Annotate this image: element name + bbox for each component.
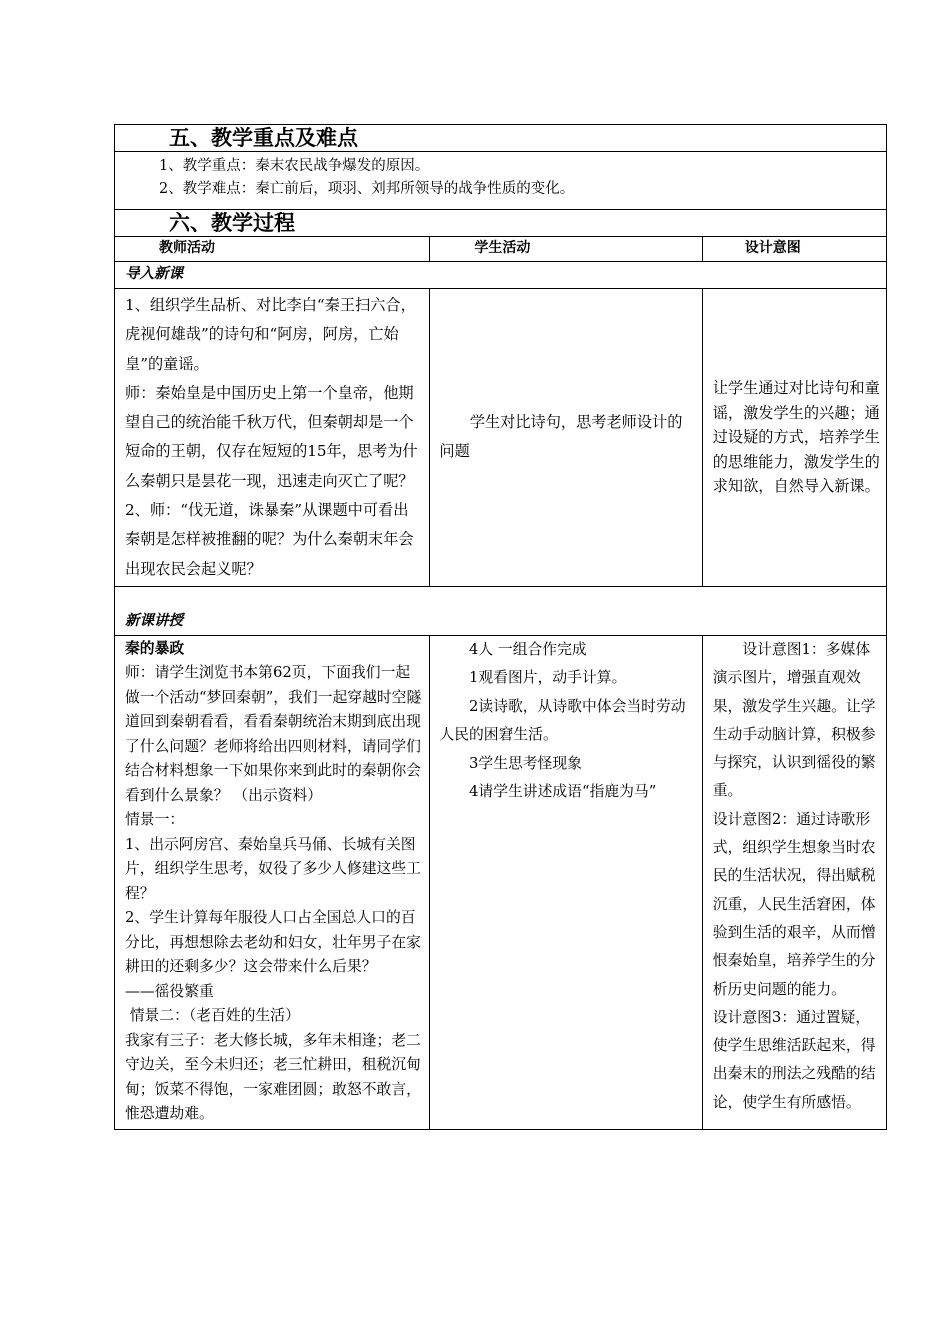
intro-teacher-para: 1、组织学生品析、对比李白“秦王扫六合，虎视何雄哉”的诗句和“阿房，阿房，亡始皇”的童谣。 <box>125 296 416 373</box>
lesson-plan-page <box>114 124 887 1130</box>
intro-design-text: 让学生通过对比诗句和童谣，激发学生的兴趣；通过设疑的方式，培养学生的思维能力，激发学生的求知欲，自然导入新课。 <box>712 379 880 496</box>
intro-teacher-para: 2、师：“伐无道，诛暴秦”从课题中可看出秦朝是怎样被推翻的呢？为什么秦朝末年会出现农民会起义呢？ <box>125 501 414 578</box>
design-intent-para: 设计意图2：通过诗歌形式，组织学生想象当时农民的生活状况，得出赋税沉重，人民生活窘困，体验到生活的艰辛，从而憎恨秦始皇，培养学生的分析历史问题的能力。 <box>712 810 876 998</box>
new-lesson-student-cell <box>430 635 702 1129</box>
section6-title-row <box>115 210 887 237</box>
section5-goals <box>115 152 887 210</box>
section5-goals-row <box>115 152 887 210</box>
design-intent-para: 设计意图1：多媒体演示图片，增强直观效果，激发学生兴趣。让学生动手动脑计算，积极参与探究，认识到徭役的繁重。 <box>712 640 876 800</box>
new-lesson-label-row <box>115 586 887 635</box>
section5-title-row <box>115 125 887 152</box>
teacher-para: 情景二：（老百姓的生活） <box>125 1007 300 1025</box>
new-lesson-design-cell <box>702 635 886 1129</box>
intro-student-text: 学生对比诗句，思考老师设计的问题 <box>439 413 683 461</box>
student-step: 4人 一组合作完成 <box>468 640 587 658</box>
key-point-item: 1、教学重点：秦末农民战争爆发的原因。 <box>159 158 430 174</box>
section6-title: 六、教学过程 <box>115 210 887 237</box>
teacher-topic-title: 秦的暴政 <box>125 639 185 657</box>
new-lesson-teacher-cell <box>115 635 430 1129</box>
intro-teacher-cell <box>115 289 430 587</box>
teacher-para: 1、出示阿房宫、秦始皇兵马俑、长城有关图片，组织学生思考，奴役了多少人修建这些工程？ <box>125 835 421 902</box>
intro-label-row <box>115 262 887 289</box>
teacher-para: 情景一： <box>125 811 185 829</box>
new-lesson-label: 新课讲授 <box>115 586 887 635</box>
header-row <box>115 237 887 262</box>
student-step: 2读诗歌，从诗歌中体会当时劳动人民的困窘生活。 <box>439 697 686 744</box>
new-lesson-row <box>115 635 887 1129</box>
difficulty-item: 2、教学难点：秦亡前后，项羽、刘邦所领导的战争性质的变化。 <box>159 181 575 197</box>
student-step: 4请学生讲述成语“指鹿为马” <box>468 783 657 801</box>
intro-row <box>115 289 887 587</box>
lesson-plan-table <box>114 124 887 1130</box>
teacher-para: 师：请学生浏览书本第62页，下面我们一起做一个活动“梦回秦朝”，我们一起穿越时空隧道回到秦朝看看，看看秦朝统治末期到底出现了什么问题？老师将给出四则材料，请同学们结合材料想象一下如果你来到此时的秦朝你会看到什么景象？ （出示资料） <box>125 664 422 804</box>
intro-label: 导入新课 <box>115 262 887 289</box>
intro-student-cell <box>430 289 702 587</box>
intro-design-cell <box>702 289 886 587</box>
header-design: 设计意图 <box>702 237 886 262</box>
student-step: 3学生思考怪现象 <box>468 754 582 772</box>
teacher-para: 我家有三子：老大修长城，多年未相逢；老二守边关，至今未归还；老三忙耕田，租税沉甸甸；饭菜不得饱，一家难团圆；敢怒不敢言，惟恐遭劫难。 <box>125 1031 421 1123</box>
teacher-para: 2、学生计算每年服役人口占全国总人口的百分比，再想想除去老幼和妇女，壮年男子在家耕田的还剩多少？这会带来什么后果？ <box>125 909 421 976</box>
section5-title: 五、教学重点及难点 <box>115 125 887 152</box>
header-student: 学生活动 <box>430 237 702 262</box>
header-teacher: 教师活动 <box>115 237 430 262</box>
teacher-para: ——徭役繁重 <box>125 982 214 1000</box>
design-intent-para: 设计意图3：通过置疑，使学生思维活跃起来，得出秦末的刑法之残酷的结论，使学生有所感悟。 <box>712 1008 876 1111</box>
intro-teacher-para: 师：秦始皇是中国历史上第一个皇帝，他期望自己的统治能千秋万代，但秦朝却是一个短命的王朝，仅存在短短的15年，思考为什么秦朝只是昙花一现，迅速走向灭亡了呢？ <box>125 383 418 490</box>
student-step: 1观看图片，动手计算。 <box>468 669 627 687</box>
